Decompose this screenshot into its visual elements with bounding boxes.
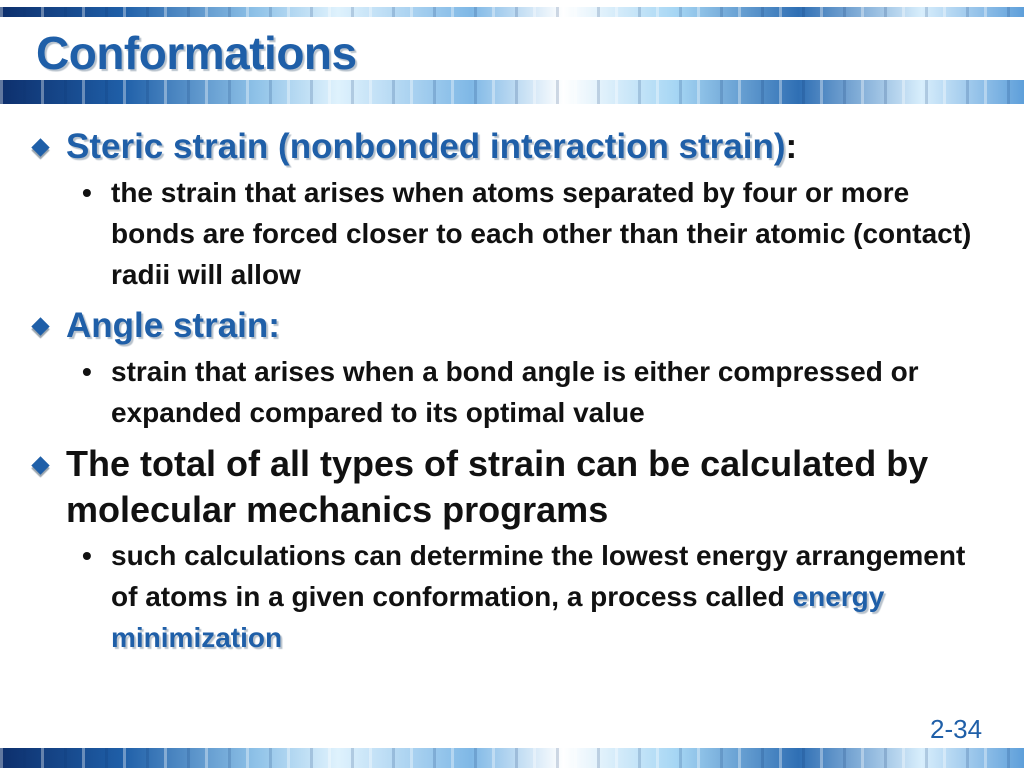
- header-decorative-band-thin: [0, 7, 1024, 17]
- bullet-steric-strain: [30, 124, 998, 170]
- sub-bullet-angle-strain: [30, 351, 998, 433]
- diamond-icon: [31, 317, 49, 335]
- bullet-dot-icon: •: [82, 356, 92, 387]
- slide-body: [30, 116, 998, 658]
- page-number: 2-34: [930, 714, 983, 744]
- detail-angle-strain: strain that arises when a bond angle is either compressed or expanded compared to its optimal value: [111, 356, 919, 428]
- bullet-dot-icon: •: [82, 177, 92, 208]
- term-energy-minimization: energy minimization: [111, 581, 885, 653]
- bullet-dot-icon: •: [82, 540, 92, 571]
- heading-colon: :: [785, 127, 798, 166]
- heading-angle-strain: Angle strain:: [66, 306, 280, 345]
- heading-steric-strain: Steric strain (nonbonded interaction strain): [66, 127, 786, 166]
- footer-decorative-band: [0, 748, 1024, 768]
- diamond-icon: [31, 138, 49, 156]
- detail-steric-strain: the strain that arises when atoms separated by four or more bonds are forced closer to each other than their atomic (contact) radii will allow: [111, 177, 972, 290]
- sub-bullet-steric-strain: [30, 172, 998, 295]
- sub-bullet-energy-minimization: [30, 535, 998, 658]
- bullet-total-strain: [30, 441, 998, 533]
- diamond-icon: [31, 456, 49, 474]
- bullet-angle-strain: [30, 303, 998, 349]
- detail-energy-minimization: such calculations can determine the lowest energy arrangement of atoms in a given conformation, a process called: [111, 540, 966, 612]
- heading-total-strain: The total of all types of strain can be calculated by molecular mechanics programs: [66, 443, 929, 530]
- header-decorative-band: [0, 80, 1024, 104]
- slide-title: Conformations: [36, 27, 357, 79]
